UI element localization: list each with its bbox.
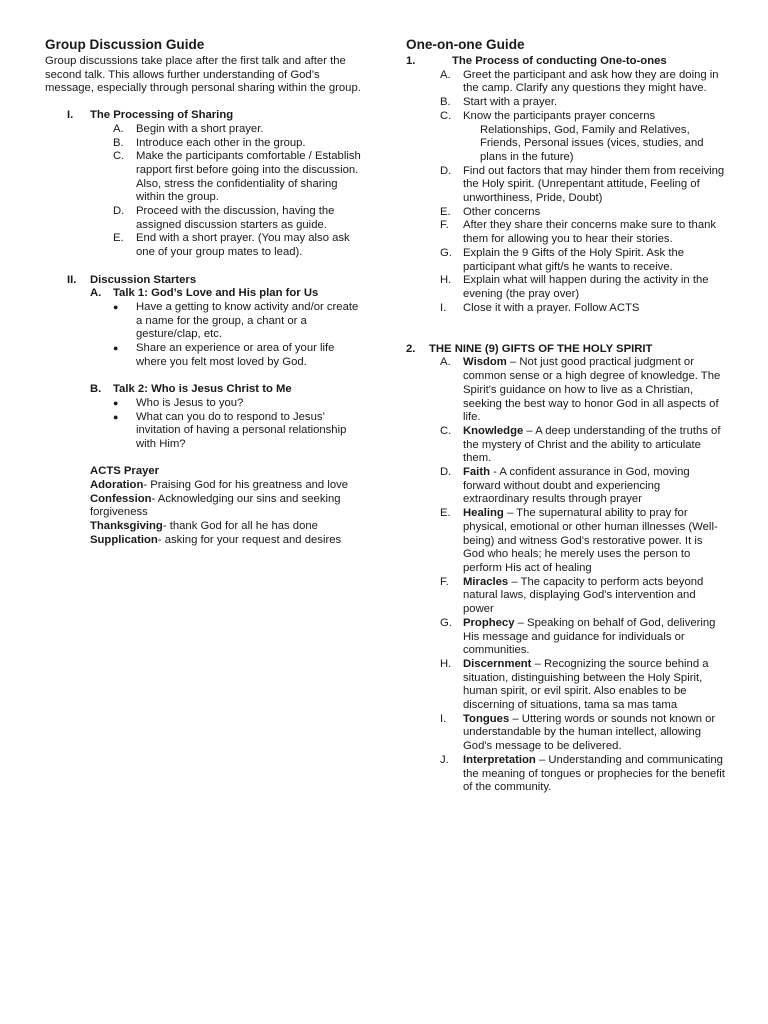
- section-heading-text: Discussion Starters: [90, 273, 197, 286]
- list-marker: A.: [113, 122, 124, 135]
- list-marker: H.: [440, 274, 452, 287]
- list-item-text: Introduce each other in the group.: [136, 136, 306, 149]
- acts-item: [90, 493, 363, 520]
- gift-term: Prophecy: [463, 616, 515, 629]
- bullet-icon: ●: [113, 397, 119, 408]
- gift-item: [440, 658, 726, 713]
- talk-heading: [90, 383, 363, 397]
- list-marker: F.: [440, 219, 449, 232]
- section-heading-text: THE NINE (9) GIFTS OF THE HOLY SPIRIT: [429, 342, 653, 355]
- acts-text: - Acknowledging our sins and seeking forgiveness: [90, 492, 341, 519]
- group-discussion-title: Group Discussion Guide: [45, 37, 205, 52]
- bullet-text: Have a getting to know activity and/or create a name for the group, a chant or a gesture/clap, etc.: [136, 300, 359, 341]
- list-item: [113, 205, 363, 232]
- bullet-text: Who is Jesus to you?: [136, 396, 244, 409]
- list-item-text: End with a short prayer. (You may also ask one of your group mates to lead).: [136, 232, 350, 259]
- gift-text: - A confident assurance in God, moving forward without doubt and experiencing extraordinary results through prayer: [463, 466, 690, 506]
- list-marker: B.: [113, 136, 124, 149]
- section-marker: I.: [67, 109, 74, 122]
- list-marker: J.: [440, 753, 449, 766]
- one-on-one-title: One-on-one Guide: [406, 37, 525, 52]
- gift-item: [440, 754, 726, 795]
- acts-prayer: [90, 465, 363, 547]
- bullet-text: What can you do to respond to Jesus’ invitation of having a personal relationship with Him?: [136, 410, 347, 450]
- acts-text: - thank God for all he has done: [162, 520, 318, 533]
- gift-text: – Uttering words or sounds not known or understandable by the human intellect, allowing God's message to be delivered.: [463, 712, 716, 753]
- gift-item: [440, 507, 726, 576]
- list-item-text: Explain what will happen during the activity in the evening (the pray over): [463, 274, 709, 300]
- list-marker: A.: [440, 356, 451, 369]
- bullet-icon: ●: [113, 343, 119, 354]
- list-item-text: Find out factors that may hinder them from receiving the Holy spirit. (Unrepentant attitude, Feeling of unworthiness, Pride, Doubt): [463, 164, 725, 205]
- list-item-text-extra: Relationships, God, Family and Relatives, Friends, Personal issues (vices, studies, and plans in the future): [480, 123, 704, 163]
- list-marker: G.: [440, 246, 452, 259]
- gift-term: Interpretation: [463, 753, 536, 766]
- list-marker: E.: [440, 205, 451, 218]
- gift-term: Faith: [463, 466, 490, 479]
- list-item-text: Make the participants comfortable / Establish rapport first before going into the discussion. Also, stress the confidentiality of sharing within the group.: [136, 150, 361, 204]
- section-marker: 1.: [406, 55, 416, 67]
- acts-item: [90, 534, 363, 548]
- list-item-text: Other concerns: [463, 205, 541, 218]
- gift-item: [440, 425, 726, 466]
- list-item-text: Close it with a prayer. Follow ACTS: [463, 301, 640, 314]
- list-item: [440, 247, 726, 274]
- list-item-text: Begin with a short prayer.: [136, 122, 264, 135]
- list-item-text: [463, 110, 726, 165]
- gift-term: Discernment: [463, 657, 532, 670]
- list-marker: A.: [440, 68, 451, 81]
- gift-term: Healing: [463, 507, 504, 520]
- section-marker: II.: [67, 273, 77, 286]
- list-item-text: Explain the 9 Gifts of the Holy Spirit. Ask the participant what gift/s he wants to receive.: [463, 246, 685, 273]
- list-item-text-main: Know the participants prayer concerns: [463, 109, 656, 122]
- list-marker: D.: [440, 466, 452, 479]
- gift-term: Wisdom: [463, 356, 507, 369]
- one-on-one-column: [406, 37, 726, 795]
- list-item-text: Proceed with the discussion, having the assigned discussion starters as guide.: [136, 205, 335, 231]
- gift-term: Miracles: [463, 575, 509, 588]
- list-marker: C.: [440, 424, 452, 437]
- list-item: [440, 110, 726, 165]
- list-marker: G.: [440, 616, 452, 629]
- list-marker: I.: [440, 301, 447, 314]
- list-item-text: Start with a prayer.: [463, 96, 558, 109]
- section-heading: [406, 55, 726, 69]
- group-discussion-intro: Group discussions take place after the first talk and after the second talk. This allows further understanding of God’s message, especially through personal sharing within the group.: [45, 55, 361, 95]
- gift-term: Tongues: [463, 712, 510, 725]
- list-item: [440, 69, 726, 96]
- talk-marker: A.: [90, 287, 102, 300]
- bullet-icon: ●: [113, 301, 119, 312]
- list-item-text: Greet the participant and ask how they are doing in the camp. Clarify any questions they might have.: [463, 68, 719, 95]
- section-heading: [67, 109, 363, 123]
- acts-term: Supplication: [90, 533, 158, 546]
- list-item-text: After they share their concerns make sure to thank them for allowing you to hear their stories.: [463, 219, 717, 246]
- list-marker: I.: [440, 712, 447, 725]
- acts-heading: ACTS Prayer: [90, 465, 160, 478]
- list-item: [440, 165, 726, 206]
- list-item: [440, 206, 726, 220]
- gift-item: [440, 713, 726, 754]
- list-item: [113, 137, 363, 151]
- list-marker: C.: [113, 150, 125, 163]
- acts-term: Adoration: [90, 479, 144, 492]
- acts-text: - asking for your request and desires: [157, 533, 342, 546]
- gift-text: – Recognizing the source behind a situation, distinguishing between the Holy Spirit, human spirit, or evil spirit. Also enables to be discerning of situations, tama sa mas tama: [463, 657, 709, 712]
- section-marker: 2.: [406, 342, 416, 355]
- gift-item: [440, 356, 726, 425]
- bullet-item: [113, 342, 363, 369]
- gift-item: [440, 617, 726, 658]
- list-marker: H.: [440, 657, 452, 670]
- acts-term: Thanksgiving: [90, 520, 163, 533]
- gift-text: – Understanding and communicating the meaning of tongues or prophecies for the benefit of the community.: [463, 753, 725, 794]
- list-item: [440, 219, 726, 246]
- talk-marker: B.: [90, 383, 102, 396]
- bullet-text: Share an experience or area of your life where you felt most loved by God.: [136, 342, 335, 368]
- gift-text: – Speaking on behalf of God, delivering His message and guidance for individuals or communities.: [463, 616, 716, 657]
- bullet-item: [113, 397, 363, 411]
- gift-item: [440, 576, 726, 617]
- list-item: [440, 96, 726, 110]
- list-item: [113, 150, 363, 205]
- list-item: [440, 274, 726, 301]
- gift-term: Knowledge: [463, 424, 524, 437]
- list-marker: C.: [440, 109, 452, 122]
- bullet-item: [113, 301, 363, 342]
- acts-term: Confession: [90, 492, 152, 505]
- gift-text: – The supernatural ability to pray for physical, emotional or other human illnesses (Well-being) and witness God's restorative power. It is God who heals; he merely uses the person to perform His act of healing: [463, 507, 718, 574]
- talk-heading-text: Talk 1: God’s Love and His plan for Us: [113, 287, 319, 300]
- list-marker: B.: [440, 96, 451, 109]
- gift-item: [440, 466, 726, 507]
- bullet-icon: ●: [113, 411, 119, 422]
- gift-text: – Not just good practical judgment or common sense or a high degree of knowledge. The Spirit's guidance on how to live as a Christian, seeking the best way to honor God in all aspects of life.: [463, 356, 721, 424]
- acts-item: [90, 520, 363, 534]
- acts-text: - Praising God for his greatness and love: [143, 479, 349, 492]
- talk-heading: [90, 287, 363, 301]
- acts-item: [90, 479, 363, 493]
- talk-heading-text: Talk 2: Who is Jesus Christ to Me: [113, 383, 292, 396]
- section-heading: [406, 343, 726, 357]
- list-marker: D.: [440, 164, 452, 177]
- list-marker: E.: [113, 232, 124, 245]
- bullet-item: [113, 411, 363, 452]
- list-marker: D.: [113, 205, 125, 218]
- section-heading: [67, 274, 363, 288]
- group-discussion-column: [45, 37, 363, 548]
- list-marker: E.: [440, 507, 451, 520]
- gift-text: – A deep understanding of the truths of the mystery of Christ and the ability to articulate them.: [463, 424, 721, 465]
- section-heading-text: The Processing of Sharing: [90, 109, 234, 122]
- list-marker: F.: [440, 575, 449, 588]
- gift-text: – The capacity to perform acts beyond natural laws, displaying God's intervention and power: [463, 575, 704, 616]
- list-item: [440, 302, 726, 316]
- list-item: [113, 232, 363, 259]
- section-heading-text: The Process of conducting One-to-ones: [452, 55, 667, 67]
- list-item: [113, 123, 363, 137]
